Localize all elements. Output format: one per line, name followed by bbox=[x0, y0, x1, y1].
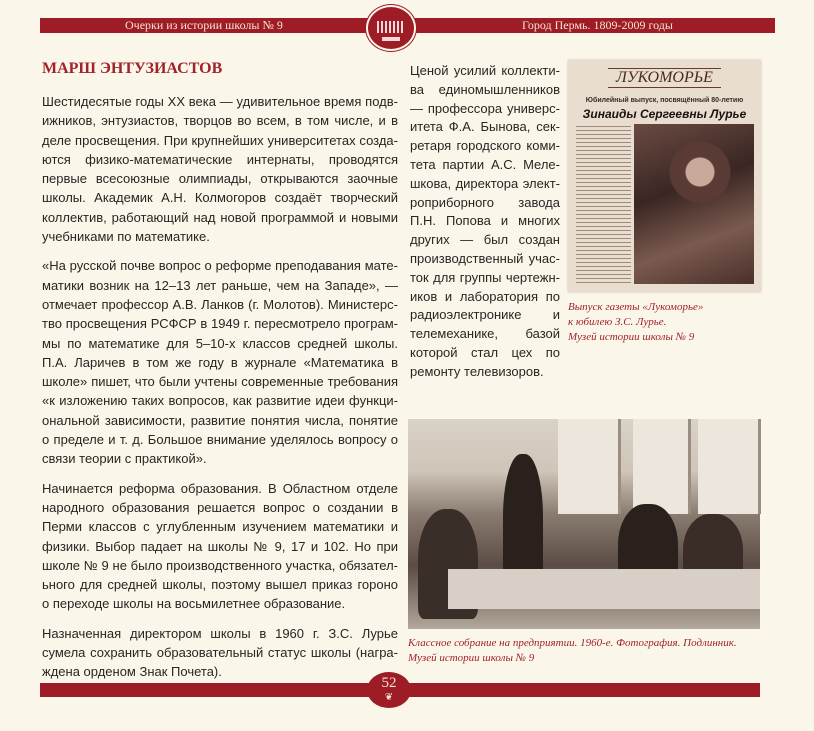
paragraph: Ценой усилий коллектива единомышленников — профессора университета Ф.А. Бынова, секретаря городского комитета партии А.С. Мелешкова, директора электроприборного завода П.Н. Попова и многих других — был создан производственный участок для группы чертежников и лаборатория по радиоэлектронике и телемеханике, базой которой стал цех по ремонту телевизоров. bbox=[410, 63, 560, 379]
left-column bbox=[42, 92, 398, 692]
header-right-text: Город Пермь. 1809-2009 годы bbox=[522, 18, 673, 32]
classroom-photo bbox=[408, 419, 760, 629]
caption-line: Музей истории школы № 9 bbox=[568, 331, 695, 343]
photo-caption bbox=[408, 636, 737, 666]
newspaper-photo-collage bbox=[634, 124, 754, 284]
caption-line: Музей истории школы № 9 bbox=[408, 652, 535, 664]
caption-line: Классное собрание на предприятии. 1960-е. Фотография. Подлинник. bbox=[408, 637, 737, 649]
newspaper-image bbox=[568, 60, 761, 292]
paragraph: «На русской почве вопрос о реформе преподавания математики возник на 12–13 лет раньше, чем на Западе», — отмечает профессор А.В. Ланков (г. Молотов). Министерство просвещения РСФСР в 1949 г. пересмотрело программы по математике для 5–10-х классов средней школы. П.А. Ларичев в том же году в журнале «Математика в школе» пишет, что были учтены современные требования «к изложению таких вопросов, как развитие идеи функциональной зависимости, развитие понятия числа, понятие о пределе и т. д. Большое внимание уделялось вопросу о связи теории с практикой». bbox=[42, 258, 398, 467]
section-title: МАРШ ЭНТУЗИАСТОВ bbox=[42, 60, 223, 77]
newspaper-subtitle: Юбилейный выпуск, посвящённый 80-летию bbox=[585, 97, 744, 104]
caption-line: Выпуск газеты «Лукоморье» bbox=[568, 301, 704, 313]
ornament-icon: ❦ bbox=[384, 692, 394, 703]
paragraph: Шестидесятые годы XX века — удивительное время подвижников, энтузиастов, творцов во всем, в том числе, и в деле просвещения. При крупнейших университетах создаются физико-математические интернаты, проводятся первые всесоюзные олимпиады, открываются заочные школы. Академик А.Н. Колмогоров создаёт творческий коллектив, работающий над новой программой и новыми учебниками по математике. bbox=[42, 94, 398, 245]
newspaper-caption bbox=[568, 300, 703, 345]
right-column bbox=[410, 62, 560, 392]
newspaper-masthead: ЛУКОМОРЬЕ bbox=[608, 68, 721, 88]
page-number: 52 bbox=[381, 675, 397, 691]
school-emblem-icon bbox=[366, 5, 416, 51]
newspaper-headline: Зинаиды Сергеевны Лурье bbox=[582, 107, 747, 121]
paragraph: Назначенная директором школы в 1960 г. З.С. Лурье сумела сохранить образовательный статус школы (награждена орденом Знак Почета). bbox=[42, 625, 398, 680]
paragraph: Начинается реформа образования. В Областном отделе народного образования решается вопрос о создании в Перми классов с углубленным изучением математики и физики. Выбор падает на школы № 9, 17 и 102. Но при школе № 9 не было производственного участка, обязательного для средней школы, поэтому вышел приказ гороно о переходе школы на восьмилетнее образование. bbox=[42, 480, 398, 612]
page-number-badge bbox=[367, 672, 411, 708]
header-left-text: Очерки из истории школы № 9 bbox=[125, 18, 283, 32]
caption-line: к юбилею З.С. Лурье. bbox=[568, 316, 667, 328]
newspaper-text-block bbox=[576, 126, 631, 286]
